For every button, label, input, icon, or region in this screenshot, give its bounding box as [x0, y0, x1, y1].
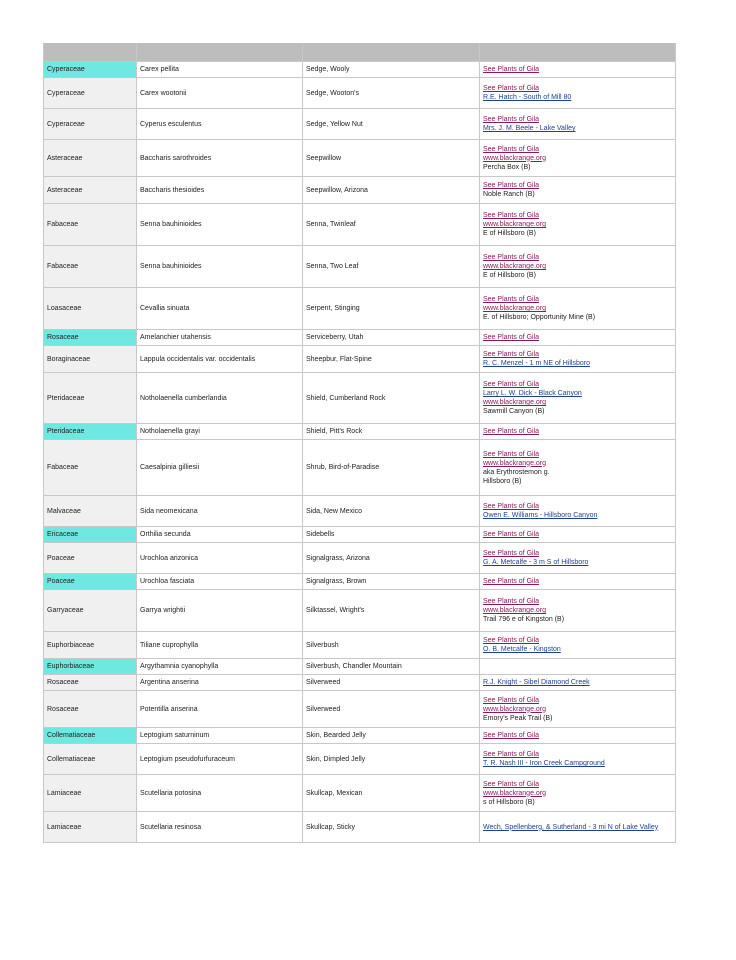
- common-name-cell: Skullcap, Mexican: [303, 775, 480, 812]
- reference-cell: [480, 527, 676, 543]
- table-row: [44, 346, 676, 373]
- reference-link[interactable]: See Plants of Gila: [483, 578, 540, 585]
- species-cell: Leptogium pseudofurfuraceum: [137, 744, 303, 775]
- reference-link[interactable]: See Plants of Gila: [483, 66, 540, 73]
- family-cell: Fabaceae: [44, 246, 137, 288]
- reference-cell: [480, 346, 676, 373]
- species-cell: Amelanchier utahensis: [137, 330, 303, 346]
- common-name-cell: Silverweed: [303, 691, 480, 728]
- reference-link[interactable]: See Plants of Gila: [483, 598, 540, 605]
- reference-note: Emory's Peak Trail (B): [483, 714, 553, 722]
- reference-link[interactable]: www.blackrange.org: [483, 221, 547, 228]
- reference-cell: [480, 424, 676, 440]
- reference-note: Hillsboro (B): [483, 477, 522, 485]
- reference-link[interactable]: www.blackrange.org: [483, 459, 547, 467]
- common-name-cell: Skullcap, Sticky: [303, 812, 480, 843]
- reference-note: E of Hillsboro (B): [483, 230, 536, 237]
- reference-link[interactable]: See Plants of Gila: [483, 751, 540, 758]
- reference-link[interactable]: See Plants of Gila: [483, 351, 540, 358]
- reference-link[interactable]: See Plants of Gila: [483, 732, 540, 739]
- reference-link[interactable]: See Plants of Gila: [483, 334, 540, 341]
- reference-link[interactable]: See Plants of Gila: [483, 116, 540, 123]
- table-row: [44, 246, 676, 288]
- species-cell: Baccharis thesioides: [137, 177, 303, 204]
- table-row: [44, 288, 676, 330]
- common-name-cell: Senna, Twinleaf: [303, 204, 480, 246]
- species-cell: Garrya wrightii: [137, 590, 303, 632]
- reference-cell: [480, 675, 676, 691]
- family-cell: Rosaceae: [44, 675, 137, 691]
- family-cell: Collematiaceae: [44, 728, 137, 744]
- header-cell: [44, 43, 137, 62]
- species-cell: Tiliane cuprophylla: [137, 632, 303, 659]
- table-row: [44, 424, 676, 440]
- reference-cell: [480, 728, 676, 744]
- family-cell: Asteraceae: [44, 177, 137, 204]
- family-cell: Ericaceae: [44, 527, 137, 543]
- reference-link[interactable]: G. A. Metcalfe - 3 m S of Hillsboro: [483, 559, 589, 566]
- family-cell: Garryaceae: [44, 590, 137, 632]
- reference-cell: [480, 440, 676, 496]
- table-row: [44, 775, 676, 812]
- species-cell: Potentilla anserina: [137, 691, 303, 728]
- reference-link[interactable]: See Plants of Gila: [483, 450, 540, 458]
- species-cell: Cyperus esculentus: [137, 109, 303, 140]
- species-cell: Urochloa arizonica: [137, 543, 303, 574]
- family-cell: Loasaceae: [44, 288, 137, 330]
- common-name-cell: Shrub, Bird-of-Paradise: [303, 440, 480, 496]
- species-cell: Notholaenella grayi: [137, 424, 303, 440]
- table-row: [44, 440, 676, 496]
- reference-link[interactable]: See Plants of Gila: [483, 85, 540, 92]
- reference-link[interactable]: www.blackrange.org: [483, 607, 547, 614]
- table-row: [44, 109, 676, 140]
- reference-note: Percha Box (B): [483, 163, 531, 171]
- common-name-cell: Signalgrass, Arizona: [303, 543, 480, 574]
- reference-note: E of Hillsboro (B): [483, 272, 536, 279]
- reference-cell: [480, 330, 676, 346]
- family-cell: Rosaceae: [44, 691, 137, 728]
- family-cell: Euphorbiaceae: [44, 632, 137, 659]
- table-row: [44, 140, 676, 177]
- family-cell: Lamiaceae: [44, 775, 137, 812]
- species-cell: Cevallia sinuata: [137, 288, 303, 330]
- table-header-bar: [44, 43, 676, 62]
- reference-link[interactable]: Mrs. J. M. Beele - Lake Valley: [483, 125, 576, 132]
- reference-link[interactable]: T. R. Nash III - Iron Creek Campground: [483, 760, 605, 767]
- reference-link[interactable]: R. C. Menzel - 1 m NE of Hillsboro: [483, 360, 590, 367]
- reference-cell: [480, 62, 676, 78]
- reference-link[interactable]: www.blackrange.org: [483, 154, 547, 162]
- common-name-cell: Silverbush: [303, 632, 480, 659]
- reference-link[interactable]: See Plants of Gila: [483, 254, 540, 261]
- table-row: [44, 691, 676, 728]
- reference-link[interactable]: www.blackrange.org: [483, 789, 547, 797]
- reference-note: E. of Hillsboro; Opportunity Mine (B): [483, 314, 596, 321]
- common-name-cell: Silktassel, Wright's: [303, 590, 480, 632]
- table-row: [44, 632, 676, 659]
- reference-cell: [480, 288, 676, 330]
- common-name-cell: Serviceberry, Utah: [303, 330, 480, 346]
- species-cell: Caesalpinia gilliesii: [137, 440, 303, 496]
- common-name-cell: Seepwillow, Arizona: [303, 177, 480, 204]
- reference-link[interactable]: Wech, Spellenberg, & Sutherland - 3 mi N of Lake Valley: [483, 823, 659, 831]
- reference-cell: [480, 177, 676, 204]
- reference-cell: [480, 140, 676, 177]
- reference-link[interactable]: See Plants of Gila: [483, 696, 540, 704]
- species-cell: Lappula occidentalis var. occidentalis: [137, 346, 303, 373]
- family-cell: Malvaceae: [44, 496, 137, 527]
- reference-link[interactable]: Owen E. Williams - Hillsboro Canyon: [483, 512, 598, 519]
- common-name-cell: Silverbush, Chandler Mountain: [303, 659, 480, 675]
- family-cell: Lamiaceae: [44, 812, 137, 843]
- family-cell: Rosaceae: [44, 330, 137, 346]
- reference-cell: [480, 775, 676, 812]
- reference-link[interactable]: See Plants of Gila: [483, 428, 540, 435]
- reference-cell: [480, 574, 676, 590]
- plant-table: [43, 43, 676, 843]
- reference-link[interactable]: See Plants of Gila: [483, 780, 540, 788]
- table-row: [44, 330, 676, 346]
- reference-cell: [480, 204, 676, 246]
- reference-link[interactable]: See Plants of Gila: [483, 145, 540, 153]
- common-name-cell: Sedge, Wooton's: [303, 78, 480, 109]
- reference-cell: [480, 78, 676, 109]
- common-name-cell: Sidebells: [303, 527, 480, 543]
- reference-note: Noble Ranch (B): [483, 191, 535, 198]
- table-row: [44, 496, 676, 527]
- reference-cell: [480, 496, 676, 527]
- reference-link[interactable]: See Plants of Gila: [483, 381, 540, 388]
- family-cell: Pteridaceae: [44, 424, 137, 440]
- species-cell: Urochloa fasciata: [137, 574, 303, 590]
- species-cell: Sida neomexicana: [137, 496, 303, 527]
- table-row: [44, 574, 676, 590]
- reference-cell: [480, 812, 676, 843]
- species-cell: Argythamnia cyanophylla: [137, 659, 303, 675]
- family-cell: Poaceae: [44, 543, 137, 574]
- table-row: [44, 204, 676, 246]
- reference-link[interactable]: R.E. Hatch - South of Mill 80: [483, 94, 572, 101]
- family-cell: Asteraceae: [44, 140, 137, 177]
- reference-link[interactable]: www.blackrange.org: [483, 305, 547, 312]
- reference-link[interactable]: See Plants of Gila: [483, 550, 540, 557]
- common-name-cell: Skin, Bearded Jelly: [303, 728, 480, 744]
- reference-cell: [480, 373, 676, 424]
- species-cell: Scutellaria potosina: [137, 775, 303, 812]
- reference-link[interactable]: www.blackrange.org: [483, 263, 547, 270]
- species-cell: Senna bauhinioides: [137, 204, 303, 246]
- table-row: [44, 675, 676, 691]
- common-name-cell: Sheepbur, Flat-Spine: [303, 346, 480, 373]
- species-cell: Leptogium saturninum: [137, 728, 303, 744]
- reference-note: Sawmill Canyon (B): [483, 408, 545, 415]
- family-cell: Collematiaceae: [44, 744, 137, 775]
- reference-link[interactable]: See Plants of Gila: [483, 637, 540, 644]
- family-cell: Cyperaceae: [44, 62, 137, 78]
- reference-cell: [480, 659, 676, 675]
- reference-cell: [480, 632, 676, 659]
- reference-link[interactable]: See Plants of Gila: [483, 182, 540, 189]
- species-cell: Carex pellita: [137, 62, 303, 78]
- reference-cell: [480, 246, 676, 288]
- common-name-cell: Skin, Dimpled Jelly: [303, 744, 480, 775]
- table-row: [44, 659, 676, 675]
- table-row: [44, 177, 676, 204]
- family-cell: Boraginaceae: [44, 346, 137, 373]
- family-cell: Cyperaceae: [44, 78, 137, 109]
- reference-cell: [480, 543, 676, 574]
- common-name-cell: Senna, Two Leaf: [303, 246, 480, 288]
- reference-cell: [480, 109, 676, 140]
- table-row: [44, 78, 676, 109]
- table-row: [44, 812, 676, 843]
- table-row: [44, 590, 676, 632]
- reference-link[interactable]: See Plants of Gila: [483, 296, 540, 303]
- reference-note: Trail 796 e of Kingston (B): [483, 616, 565, 623]
- common-name-cell: Shield, Cumberland Rock: [303, 373, 480, 424]
- reference-cell: [480, 744, 676, 775]
- common-name-cell: Sedge, Wooly: [303, 62, 480, 78]
- reference-note: s of Hillsboro (B): [483, 798, 535, 806]
- family-cell: Poaceae: [44, 574, 137, 590]
- reference-link[interactable]: See Plants of Gila: [483, 503, 540, 510]
- table-row: [44, 728, 676, 744]
- species-cell: Orthilia secunda: [137, 527, 303, 543]
- common-name-cell: Sedge, Yellow Nut: [303, 109, 480, 140]
- table-row: [44, 62, 676, 78]
- reference-link[interactable]: O. B. Metcalfe - Kingston: [483, 646, 561, 653]
- species-cell: Carex wootonii: [137, 78, 303, 109]
- reference-link[interactable]: www.blackrange.org: [483, 399, 547, 406]
- table-row: [44, 527, 676, 543]
- reference-note: aka Erythrostemon g.: [483, 468, 550, 476]
- common-name-cell: Signalgrass, Brown: [303, 574, 480, 590]
- reference-cell: [480, 691, 676, 728]
- table-row: [44, 373, 676, 424]
- reference-link[interactable]: www.blackrange.org: [483, 705, 547, 713]
- species-cell: Baccharis sarothroides: [137, 140, 303, 177]
- family-cell: Euphorbiaceae: [44, 659, 137, 675]
- reference-link[interactable]: See Plants of Gila: [483, 212, 540, 219]
- species-cell: Argentina anserina: [137, 675, 303, 691]
- reference-link[interactable]: R.J. Knight - Sibel Diamond Creek: [483, 679, 590, 686]
- header-cell: [303, 43, 480, 62]
- reference-cell: [480, 590, 676, 632]
- species-cell: Scutellaria resinosa: [137, 812, 303, 843]
- family-cell: Fabaceae: [44, 440, 137, 496]
- species-cell: Senna bauhinioides: [137, 246, 303, 288]
- header-cell: [480, 43, 676, 62]
- reference-link[interactable]: See Plants of Gila: [483, 531, 540, 538]
- family-cell: Pteridaceae: [44, 373, 137, 424]
- family-cell: Cyperaceae: [44, 109, 137, 140]
- table-row: [44, 543, 676, 574]
- family-cell: Fabaceae: [44, 204, 137, 246]
- common-name-cell: Seepwillow: [303, 140, 480, 177]
- reference-link[interactable]: Larry L. W. Dick - Black Canyon: [483, 390, 582, 397]
- common-name-cell: Shield, Pitt's Rock: [303, 424, 480, 440]
- species-cell: Notholaenella cumberlandia: [137, 373, 303, 424]
- header-cell: [137, 43, 303, 62]
- table-row: [44, 744, 676, 775]
- common-name-cell: Serpent, Stinging: [303, 288, 480, 330]
- common-name-cell: Silverweed: [303, 675, 480, 691]
- common-name-cell: Sida, New Mexico: [303, 496, 480, 527]
